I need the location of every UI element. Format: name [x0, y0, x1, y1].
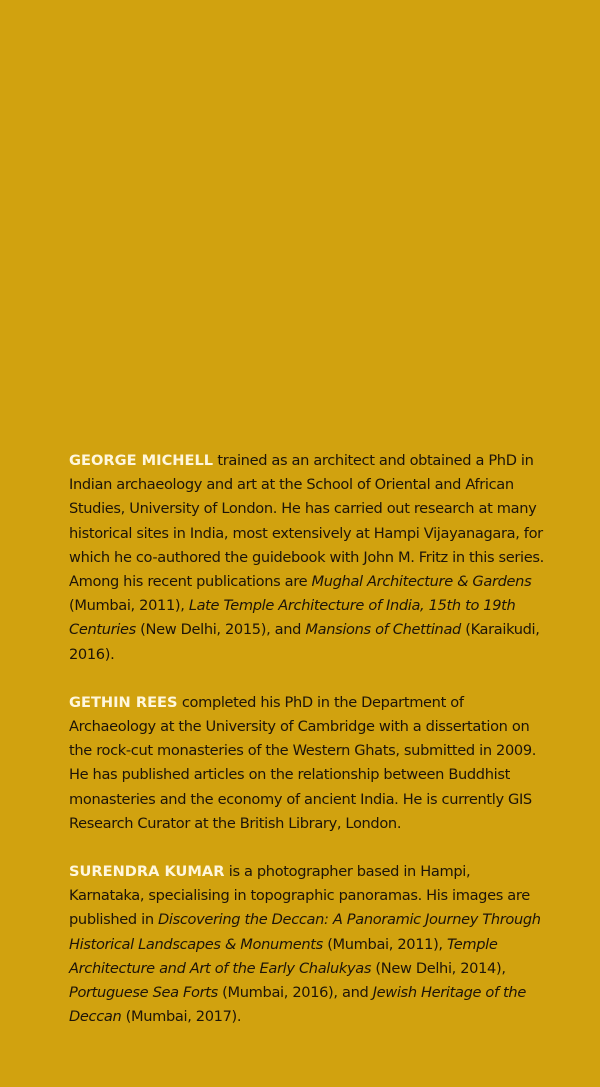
author-bios	[69, 449, 549, 1029]
author-name: GETHIN REES	[69, 693, 178, 711]
bio-surendra-kumar: SURENDRA KUMAR is a photographer based in Hampi, Karnataka, specialising in topographic panoramas. His images are published in Discovering the Deccan: A Panoramic Journey Through Historical Landscapes & Monuments (Mumbai, 2011), Temple Architecture and Art of the Early Chalukyas (New Delhi, 2014), Portuguese Sea Forts (Mumbai, 2016), and Jewish Heritage of the Deccan (Mumbai, 2017).	[69, 863, 541, 1026]
bio-george-michell: GEORGE MICHELL trained as an architect and obtained a PhD in Indian archaeology and art at the School of Oriental and African Studies, University of London. He has carried out research at many historical sites in India, most extensively at Hampi Vijayanagara, for which he co-authored the guidebook with John M. Fritz in this series. Among his recent publications are Mughal Architecture & Gardens (Mumbai, 2011), Late Temple Architecture of India, 15th to 19th Centuries (New Delhi, 2015), and Mansions of Chettinad (Karaikudi, 2016).	[69, 452, 544, 663]
author-name: GEORGE MICHELL	[69, 452, 214, 469]
bio-gethin-rees: GETHIN REES completed his PhD in the Department of Archaeology at the University of Cambridge with a dissertation on the rock-cut monasteries of the Western Ghats, submitted in 2009. He has published articles on the relationship between Buddhist monasteries and the economy of ancient India. He is currently GIS Research Curator at the British Library, London.	[69, 693, 537, 832]
author-name: SURENDRA KUMAR	[69, 863, 225, 881]
